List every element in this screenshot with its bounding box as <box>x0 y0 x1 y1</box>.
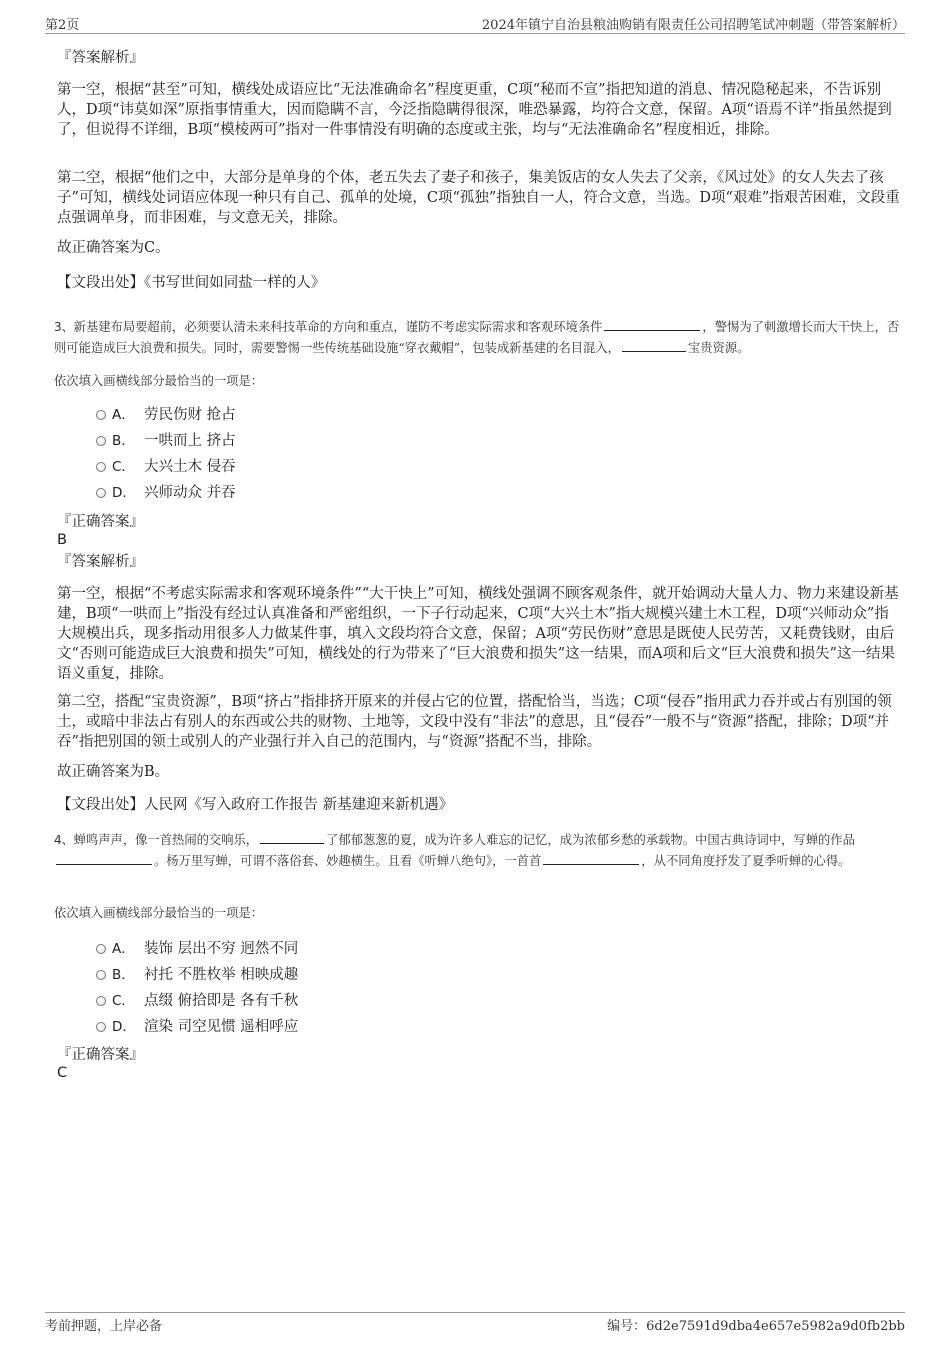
footer-slogan: 考前押题，上岸必备 <box>45 1319 163 1334</box>
question-text-part: ，从不同角度抒发了夏季听蝉的心得。 <box>641 853 851 868</box>
option-text: 兴师动众 并吞 <box>144 485 236 501</box>
option-letter: D． <box>112 1019 136 1035</box>
option-text: 大兴土木 侵吞 <box>144 459 236 475</box>
analysis-paragraph-1: 第一空，根据“甚至”可知，横线处成语应比“无法准确命名”程度更重，C项“秘而不宣”指把知道的消息、情况隐秘起来，不告诉别人，D项“讳莫如深”原指事情重大，因而隐瞒不言，今泛指隐瞒得很深，唯恐暴露，均符合文意，保留。A项“语焉不详”指虽然提到了，但说得不详细，B项“模棱两可”指对一件事情没有明确的态度或主张，均与“无法准确命名”程度相近，排除。 <box>57 82 892 138</box>
radio-icon[interactable] <box>96 996 106 1006</box>
option-text: 劳民伤财 抢占 <box>144 407 236 423</box>
question-3-text <box>54 317 902 358</box>
source-citation: 【文段出处】《书写世间如同盐一样的人》 <box>57 275 326 291</box>
question-number: 3、 <box>54 320 74 334</box>
page-header <box>45 14 905 34</box>
blank-2 <box>622 340 686 352</box>
correct-answer: C <box>57 1065 68 1081</box>
conclusion: 故正确答案为C。 <box>57 240 170 256</box>
question-text-part: 宝贵资源。 <box>687 340 750 355</box>
option-b[interactable] <box>96 965 298 985</box>
page-footer <box>45 1312 905 1334</box>
correct-answer-label: 『正确答案』 <box>57 514 144 530</box>
option-d[interactable] <box>96 1017 298 1037</box>
blank-3 <box>543 853 639 865</box>
question-prompt: 依次填入画横线部分最恰当的一项是： <box>54 906 264 920</box>
document-id: 编号：6d2e7591d9dba4e657e5982a9d0fb2bb <box>607 1319 905 1334</box>
blank-1 <box>604 319 700 331</box>
analysis-paragraph-2: 第二空，搭配“宝贵资源”，B项“挤占”指排挤开原来的并侵占它的位置，搭配恰当，当选；C项“侵吞”指用武力吞并或占有别国的领土，或暗中非法占有别人的东西或公共的财物、土地等，文段中没有“非法”的意思，且“侵吞”一般不与“资源”搭配，排除；D项“并吞”指把别国的领土或别人的产业强行并入自己的范围内，与“资源”搭配不当，排除。 <box>57 694 892 750</box>
radio-icon[interactable] <box>96 436 106 446</box>
option-text: 一哄而上 挤占 <box>144 433 236 449</box>
question-text-part: 。杨万里写蝉，可谓不落俗套、妙趣横生。且看《听蝉八绝句》，一首首 <box>154 853 542 868</box>
question-text-part: 了郁郁葱葱的夏，成为许多人难忘的记忆，成为浓郁乡愁的承载物。中国古典诗词中，写蝉的作品 <box>326 833 855 847</box>
correct-answer: B <box>57 532 67 548</box>
source-citation: 【文段出处】人民网《写入政府工作报告 新基建迎来新机遇》 <box>57 797 454 813</box>
option-text: 装饰 层出不穷 迥然不同 <box>144 941 299 957</box>
option-text: 渲染 司空见惯 遥相呼应 <box>144 1019 299 1035</box>
option-a[interactable] <box>96 405 236 425</box>
option-letter: A． <box>112 407 135 423</box>
radio-icon[interactable] <box>96 944 106 954</box>
option-c[interactable] <box>96 457 236 477</box>
radio-icon[interactable] <box>96 1022 106 1032</box>
question-text-part: 蝉鸣声声，像一首热闹的交响乐， <box>73 833 259 847</box>
option-letter: C． <box>112 459 135 475</box>
option-letter: B． <box>112 433 135 449</box>
blank-1 <box>260 832 324 844</box>
option-b[interactable] <box>96 431 236 451</box>
question-number: 4、 <box>54 833 74 847</box>
option-letter: A． <box>112 941 135 957</box>
analysis-label: 『答案解析』 <box>57 554 144 570</box>
option-letter: D． <box>112 485 136 501</box>
option-letter: B． <box>112 967 135 983</box>
radio-icon[interactable] <box>96 462 106 472</box>
option-c[interactable] <box>96 991 298 1011</box>
blank-2 <box>56 853 152 865</box>
option-letter: C． <box>112 993 135 1009</box>
question-4-text <box>54 830 902 871</box>
option-a[interactable] <box>96 939 298 959</box>
analysis-label: 『答案解析』 <box>57 50 144 66</box>
radio-icon[interactable] <box>96 488 106 498</box>
question-text-part: ，警惕为了刺激增长而大干快上，否则可能造成巨大浪费和损失。同时，需要警惕一些传统基础设施“穿衣戴帽”，包装成新基建的名目混入， <box>54 320 900 355</box>
question-prompt: 依次填入画横线部分最恰当的一项是： <box>54 374 264 388</box>
radio-icon[interactable] <box>96 970 106 980</box>
question-text-part: 新基建布局要超前，必须要认清未来科技革命的方向和重点，谨防不考虑实际需求和客观环境条件 <box>73 320 603 334</box>
conclusion: 故正确答案为B。 <box>57 764 170 780</box>
option-text: 点缀 俯拾即是 各有千秋 <box>144 993 299 1009</box>
document-title: 2024年镇宁自治县粮油购销有限责任公司招聘笔试冲刺题（带答案解析） <box>481 18 905 33</box>
option-text: 衬托 不胜枚举 相映成趣 <box>144 967 299 983</box>
analysis-paragraph-1: 第一空，根据“不考虑实际需求和客观环境条件”“大干快上”可知，横线处强调不顾客观条件，就开始调动大量人力、物力来建设新基建，B项“一哄而上”指没有经过认真准备和严密组织，一下子行动起来，C项“大兴土木”指大规模兴建土木工程，D项“兴师动众”指大规模出兵，现多指动用很多人力做某件事，填入文段均符合文意，保留；A项“劳民伤财”意思是既使人民劳苦，又耗费钱财，由后文“否则可能造成巨大浪费和损失”可知，横线处的行为带来了“巨大浪费和损失”这一结果，而A项和后文“巨大浪费和损失”这一结果语义重复，排除。 <box>57 586 899 682</box>
analysis-paragraph-2: 第二空，根据“他们之中，大部分是单身的个体，老五失去了妻子和孩子，集美饭店的女人失去了父亲，《风过处》的女人失去了孩子”可知，横线处词语应体现一种只有自己、孤单的处境，C项“孤独”指独自一人，符合文意，当选。D项“艰难”指艰苦困难，文段重点强调单身，而非困难，与文意无关，排除。 <box>57 170 900 226</box>
option-d[interactable] <box>96 483 236 503</box>
radio-icon[interactable] <box>96 410 106 420</box>
correct-answer-label: 『正确答案』 <box>57 1047 144 1063</box>
page-number: 第2页 <box>45 18 80 33</box>
